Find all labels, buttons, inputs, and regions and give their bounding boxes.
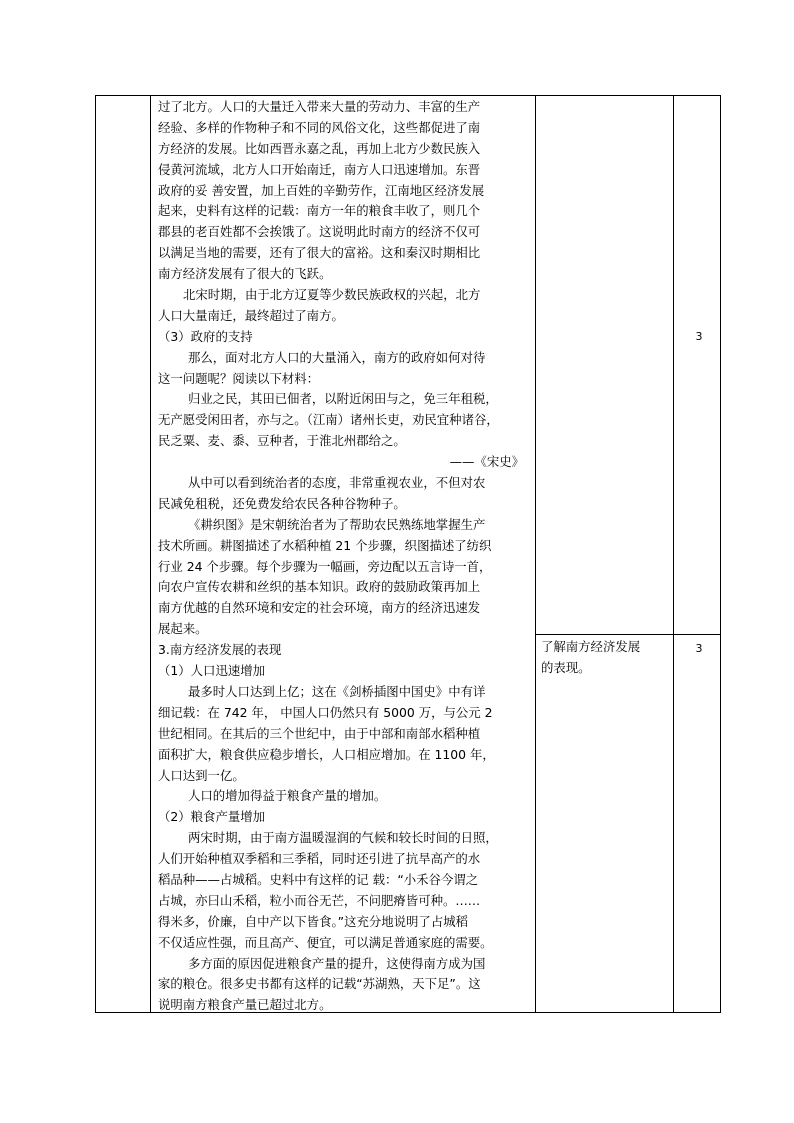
lesson-content-cell xyxy=(158,97,536,1016)
content-line: 不仅适应性强，而且高产、便宜，可以满足普通家庭的需要。 xyxy=(158,934,493,950)
content-line: 南方优越的自然环境和安定的社会环境，南方的经济迅速发 xyxy=(158,600,481,616)
content-line: 从中可以看到统治者的态度，非常重视农业，不但对农 xyxy=(188,475,486,491)
content-line: 世纪相同。在其后的三个世纪中，由于中部和南部水稻种植 xyxy=(158,725,481,741)
row-divider xyxy=(535,634,720,635)
content-line: 两宋时期，由于南方温暖湿润的气候和较长时间的日照， xyxy=(188,830,498,846)
content-line: 《耕织图》是宋朝统治者为了帮助农民熟练地掌握生产 xyxy=(188,516,486,532)
content-line: 向农户宣传农耕和丝织的基本知识。政府的鼓励政策再加上 xyxy=(158,579,481,595)
content-line: （2）粮食产量增加 xyxy=(158,809,266,825)
content-line: 民乏粟、麦、黍、豆种者，于淮北州郡给之。 xyxy=(158,433,406,449)
content-line: 稻品种——占城稻。史料中有这样的记 载：“小禾谷今谓之 xyxy=(158,871,479,887)
content-line: 3.南方经济发展的表现 xyxy=(158,642,282,658)
content-line: 这一问题呢？阅读以下材料： xyxy=(158,370,320,386)
content-line: 人口的增加得益于粮食产量的增加。 xyxy=(188,788,387,804)
content-line: 细记载：在 742 年， 中国人口仍然只有 5000 万，与公元 2 xyxy=(158,704,493,720)
content-line: 以满足当地的需要，还有了很大的富裕。这和秦汉时期相比 xyxy=(158,245,481,261)
time-value-upper: 3 xyxy=(695,330,703,343)
column-divider-1 xyxy=(150,96,151,1012)
content-line: 起来，史料有这样的记载：南方一年的粮食丰收了，则几个 xyxy=(158,203,481,219)
content-line: 多方面的原因促进粮食产量的提升，这使得南方成为国 xyxy=(188,955,486,971)
content-line: （1）人口迅速增加 xyxy=(158,663,266,679)
content-line: 占城，亦曰山禾稻，粒小而谷无芒，不问肥瘠皆可种。…… xyxy=(158,892,481,908)
content-line: 经验、多样的作物种子和不同的风俗文化，这些都促进了南 xyxy=(158,119,481,135)
content-line: 人口大量南迁，最终超过了南方。 xyxy=(158,307,344,323)
content-line: 郡县的老百姓都不会挨饿了。这说明此时南方的经济不仅可 xyxy=(158,224,481,240)
content-line: 那么，面对北方人口的大量涌入，南方的政府如何对待 xyxy=(188,349,486,365)
content-line: 说明南方粮食产量已超过北方。 xyxy=(158,997,332,1013)
content-line: 政府的妥 善安置，加上百姓的辛勤劳作，江南地区经济发展 xyxy=(158,182,485,198)
content-line: 归业之民，其田已佃者，以附近闲田与之，免三年租税， xyxy=(188,391,498,407)
content-line: 面积扩大，粮食供应稳步增长，人口相应增加。在 1100 年， xyxy=(158,746,495,762)
column-divider-3 xyxy=(673,96,674,1012)
content-line: 过了北方。人口的大量迁入带来大量的劳动力、丰富的生产 xyxy=(158,99,481,114)
content-line: 北宋时期，由于北方辽夏等少数民族政权的兴起，北方 xyxy=(183,287,481,303)
time-value-lower: 3 xyxy=(695,642,703,655)
objective-cell xyxy=(541,637,669,679)
content-line: 南方经济发展有了很大的飞跃。 xyxy=(158,266,332,282)
objective-line-2: 的表现。 xyxy=(541,659,591,675)
content-line: 人们开始种植双季稻和三季稻，同时还引进了抗旱高产的水 xyxy=(158,851,481,867)
objective-line-1: 了解南方经济发展 xyxy=(541,639,641,654)
content-line: 家的粮仓。很多史书都有这样的记载“苏湖熟，天下足”。这 xyxy=(158,976,481,992)
content-line: 行业 24 个步骤。每个步骤为一幅画，旁边配以五言诗一首， xyxy=(158,558,492,574)
content-line: ——《宋史》 xyxy=(449,454,524,470)
content-line: 得米多，价廉，自中产以下皆食。”这充分地说明了占城稻 xyxy=(158,913,468,929)
content-line: 最多时人口达到上亿；这在《剑桥插图中国史》中有详 xyxy=(188,683,486,699)
content-line: 民减免租税，还免费发给农民各种谷物种子。 xyxy=(158,495,406,511)
content-line: 人口达到一亿。 xyxy=(158,767,245,783)
content-line: 技术所画。耕图描述了水稻种植 21 个步骤，织图描述了纺织 xyxy=(158,537,492,553)
content-line: 侵黄河流域，北方人口开始南迁，南方人口迅速增加。东晋 xyxy=(158,161,481,177)
content-line: 方经济的发展。比如西晋永嘉之乱，再加上北方少数民族入 xyxy=(158,140,481,156)
content-line: 展起来。 xyxy=(158,621,208,637)
content-line: 无产愿受闲田者，亦与之。（江南）诸州长吏，劝民宜种诸谷， xyxy=(158,412,499,428)
content-line: （3）政府的支持 xyxy=(158,328,253,344)
